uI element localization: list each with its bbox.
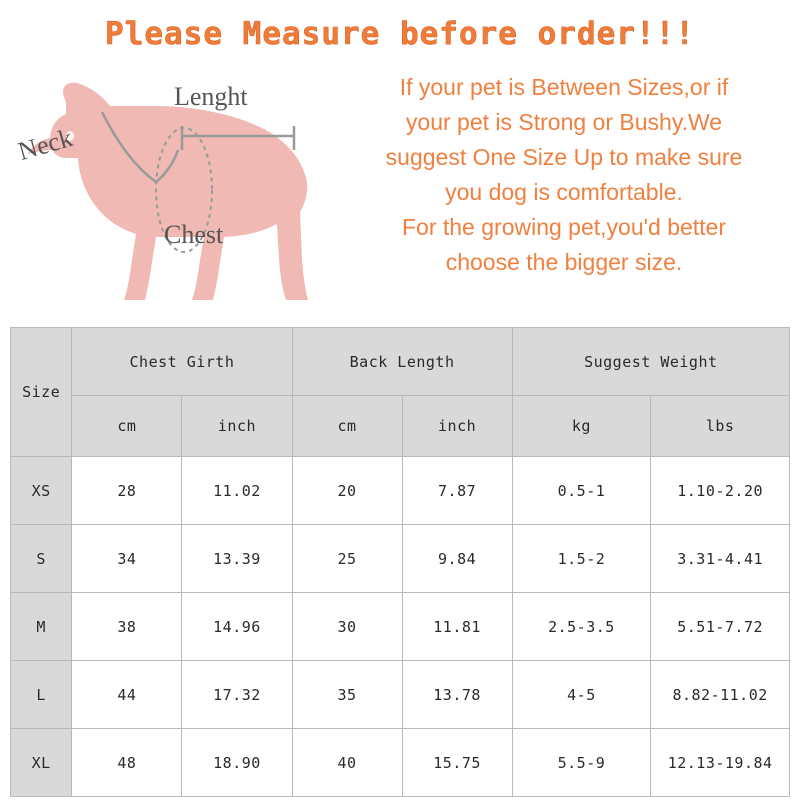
- cell-back-inch: 13.78: [402, 661, 512, 729]
- cell-chest-cm: 28: [72, 457, 182, 525]
- top-section: [0, 62, 800, 322]
- label-neck: Neck: [14, 123, 76, 167]
- header-back-length: Back Length: [292, 328, 512, 396]
- cell-size: L: [11, 661, 72, 729]
- header-weight-kg: kg: [512, 396, 651, 457]
- cell-chest-cm: 48: [72, 729, 182, 797]
- notice-line-5: For the growing pet,you'd better: [401, 214, 727, 240]
- cell-weight-kg: 4-5: [512, 661, 651, 729]
- header-back-inch: inch: [402, 396, 512, 457]
- notice-line-4: you dog is comfortable.: [445, 179, 683, 205]
- table-row: [11, 593, 790, 661]
- table-row: [11, 729, 790, 797]
- cell-size: XL: [11, 729, 72, 797]
- page-title: Please Measure before order!!!: [105, 16, 695, 52]
- notice-line-1: If your pet is Between Sizes,or if: [399, 74, 729, 100]
- cell-chest-cm: 34: [72, 525, 182, 593]
- cell-back-inch: 11.81: [402, 593, 512, 661]
- cell-chest-inch: 17.32: [182, 661, 292, 729]
- cell-size: S: [11, 525, 72, 593]
- cell-back-inch: 9.84: [402, 525, 512, 593]
- cell-chest-inch: 13.39: [182, 525, 292, 593]
- header-chest-inch: inch: [182, 396, 292, 457]
- cell-chest-inch: 14.96: [182, 593, 292, 661]
- size-table-wrapper: [10, 327, 790, 797]
- cell-chest-cm: 44: [72, 661, 182, 729]
- cell-weight-kg: 0.5-1: [512, 457, 651, 525]
- cell-back-cm: 20: [292, 457, 402, 525]
- cell-weight-kg: 5.5-9: [512, 729, 651, 797]
- cell-back-cm: 40: [292, 729, 402, 797]
- cell-weight-kg: 2.5-3.5: [512, 593, 651, 661]
- table-row: [11, 457, 790, 525]
- table-header-row-groups: [11, 328, 790, 396]
- dog-diagram: [6, 62, 336, 322]
- cell-back-inch: 7.87: [402, 457, 512, 525]
- header-size: Size: [11, 328, 72, 457]
- cell-back-cm: 25: [292, 525, 402, 593]
- cell-size: M: [11, 593, 72, 661]
- header-weight-lbs: lbs: [651, 396, 790, 457]
- cell-weight-lbs: 8.82-11.02: [651, 661, 790, 729]
- cell-weight-lbs: 3.31-4.41: [651, 525, 790, 593]
- cell-weight-lbs: 12.13-19.84: [651, 729, 790, 797]
- size-table: [10, 327, 790, 797]
- table-header-row-units: [11, 396, 790, 457]
- cell-size: XS: [11, 457, 72, 525]
- cell-weight-kg: 1.5-2: [512, 525, 651, 593]
- header-chest-girth: Chest Girth: [72, 328, 292, 396]
- table-row: [11, 525, 790, 593]
- header-chest-cm: cm: [72, 396, 182, 457]
- cell-back-cm: 30: [292, 593, 402, 661]
- cell-weight-lbs: 1.10-2.20: [651, 457, 790, 525]
- sizing-notice: [336, 70, 792, 280]
- label-chest: Chest: [164, 220, 224, 249]
- label-length: Lenght: [174, 82, 248, 111]
- cell-chest-cm: 38: [72, 593, 182, 661]
- cell-chest-inch: 11.02: [182, 457, 292, 525]
- cell-chest-inch: 18.90: [182, 729, 292, 797]
- cell-back-inch: 15.75: [402, 729, 512, 797]
- dog-silhouette-icon: [6, 62, 336, 322]
- header-suggest-weight: Suggest Weight: [512, 328, 789, 396]
- notice-line-3: suggest One Size Up to make sure: [385, 144, 743, 170]
- notice-line-2: your pet is Strong or Bushy.We: [405, 109, 723, 135]
- table-row: [11, 661, 790, 729]
- cell-back-cm: 35: [292, 661, 402, 729]
- header-back-cm: cm: [292, 396, 402, 457]
- notice-line-6: choose the bigger size.: [445, 249, 683, 275]
- cell-weight-lbs: 5.51-7.72: [651, 593, 790, 661]
